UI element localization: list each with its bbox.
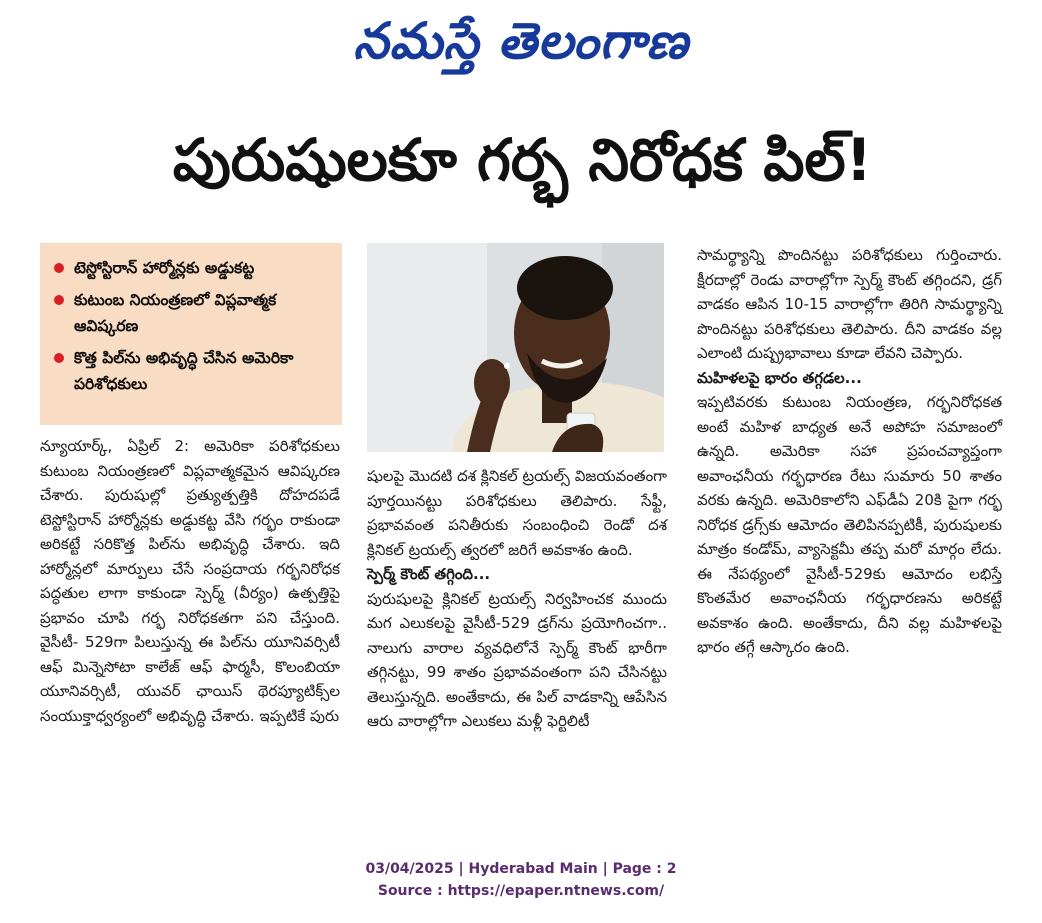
column-text: షులపై మొదటి దశ క్లినికల్ ట్రయల్స్ విజయవంతంగా పూర్తయినట్టు పరిశోధకులు తెలిపారు. సేఫ్టీ, ప్రభావవంత పనితీరుకు సంబంధించి రెండో దశ క్లినికల్ ట్రయల్స్ త్వరలో జరిగే అవకాశం ఉంది. [367, 467, 667, 559]
footer-source: Source : https://epaper.ntnews.com/ [377, 883, 665, 899]
bullet-icon [54, 353, 64, 363]
highlights-box [40, 243, 342, 425]
highlight-item [52, 255, 332, 281]
column-text: సామర్థ్యాన్ని పొందినట్టు పరిశోధకులు గుర్తించారు. క్షీరదాల్లో రెండు వారాల్లోగా స్పెర్మ్ కౌంట్ తగ్గిందని, డ్రగ్ వాడకం ఆపిన 10-15 వారాల్లోగా తిరిగి సామర్థ్యాన్ని పొందినట్టు పరిశోధకులు తెలిపారు. దీని వాడకం వల్ల ఎలాంటి దుష్ప్రభావాలు కూడా లేవని చెప్పారు. [697, 246, 1002, 362]
column-text: న్యూయార్క్, ఏప్రిల్ 2: అమెరికా పరిశోధకులు కుటుంబ నియంత్రణలో విప్లవాత్మకమైన ఆవిష్కరణ చేశారు. పురుషుల్లో ప్రత్యుత్పత్తికి దోహదపడే టెస్టోస్టిరాన్ హార్మోన్లకు అడ్డుకట్ట వేసి గర్భం రాకుండా అరికట్టే సరికొత్త పిల్‌ను అభివృద్ధి చేశారు. ఇది హార్మోన్లలో మార్పులు చేసే సంప్రదాయ గర్భనిరోధక పద్ధతుల లాగా కాకుండా స్పెర్మ్ (వీర్యం) ఉత్పత్తిపై ప్రభావం చూపి గర్భ నిరోధకతగా పని చేస్తుంది. వైసీటీ- 529గా పిలుస్తున్న ఈ పిల్‌ను యూనివర్సిటీ ఆఫ్ మిన్నెసోటా కాలేజ్ ఆఫ్ ఫార్మసీ, కొలంబియా యూనివర్సిటీ, యువర్ ఛాయిస్ థెరప్యూటిక్స్‌ల సంయుక్తాధ్వర్యంలో అభివృద్ధి చేశారు. ఇప్పటికే పురు [40, 437, 340, 725]
man-taking-pill-illustration [367, 243, 664, 452]
highlight-item [52, 287, 332, 339]
highlight-item [52, 345, 332, 397]
column-text: ఇప్పటివరకు కుటుంబ నియంత్రణ, గర్భనిరోధకత అంటే మహిళ బాధ్యత అనే అపోహ సమాజంలో ఉన్నది. అమెరికా సహా ప్రపంచవ్యాప్తంగా అవాంఛనీయ గర్భధారణ రేటు సుమారు 50 శాతం వరకు ఉన్నది. అమెరికాలోని ఎఫ్‌డీఏ 20కి పైగా గర్భ నిరోధక డ్రగ్స్‌కు ఆమోదం తెలిపినప్పటికీ, పురుషులకు మాత్రం కండోమ్, వ్యాసెక్టమీ తప్ప మరో మార్గం లేదు. ఈ నేపథ్యంలో వైసీటీ-529కు ఆమోదం లభిస్తే కొంతమేర అవాంఛనీయ గర్భధారణను అరికట్టే అవకాశం ఉంది. అంతేకాదు, దీని వల్ల మహిళలపై భారం తగ్గే ఆస్కారం ఉంది. [697, 393, 1002, 656]
footer-date-edition: 03/04/2025 | Hyderabad Main | Page : 2 [365, 861, 677, 877]
article-column-3 [697, 243, 1002, 660]
article-headline: పురుషులకూ గర్భ నిరోధక పిల్! [172, 126, 873, 194]
highlight-text: కుటుంబ నియంత్రణలో విప్లవాత్మక ఆవిష్కరణ [74, 291, 277, 335]
article-photo [367, 243, 664, 452]
highlight-text: కొత్త పిల్‌ను అభివృద్ధి చేసిన అమెరికా పరిశోధకులు [74, 349, 294, 393]
highlight-text: టెస్టోస్టిరాన్ హార్మోన్లకు అడ్డుకట్ట [74, 259, 255, 277]
subheading: స్పెర్మ్ కౌంట్ తగ్గింది... [367, 565, 491, 583]
article-column-2 [367, 464, 667, 734]
column-text: పురుషులపై క్లినికల్ ట్రయల్స్ నిర్వహించక ముందు మగ ఎలుకలపై వైసీటీ-529 డ్రగ్‌ను ప్రయోగించగా.. నాలుగు వారాల వ్యవధిలోనే స్పెర్మ్ కౌంట్ భారీగా తగ్గినట్టు, 99 శాతం ప్రభావవంతంగా పని చేసినట్టు తెలుస్తున్నది. అంతేకాదు, ఈ పిల్ వాడకాన్ని ఆపేసిన ఆరు వారాల్లోగా ఎలుకలు మళ్లీ ఫెర్టిలిటీ [367, 589, 667, 730]
newspaper-masthead: నమస్తే తెలంగాణ [353, 11, 689, 70]
bullet-icon [54, 263, 64, 273]
bullet-icon [54, 295, 64, 305]
page-footer [0, 858, 1042, 902]
subheading: మహిళలపై భారం తగ్గడల... [697, 368, 862, 387]
article-column-1 [40, 434, 340, 728]
